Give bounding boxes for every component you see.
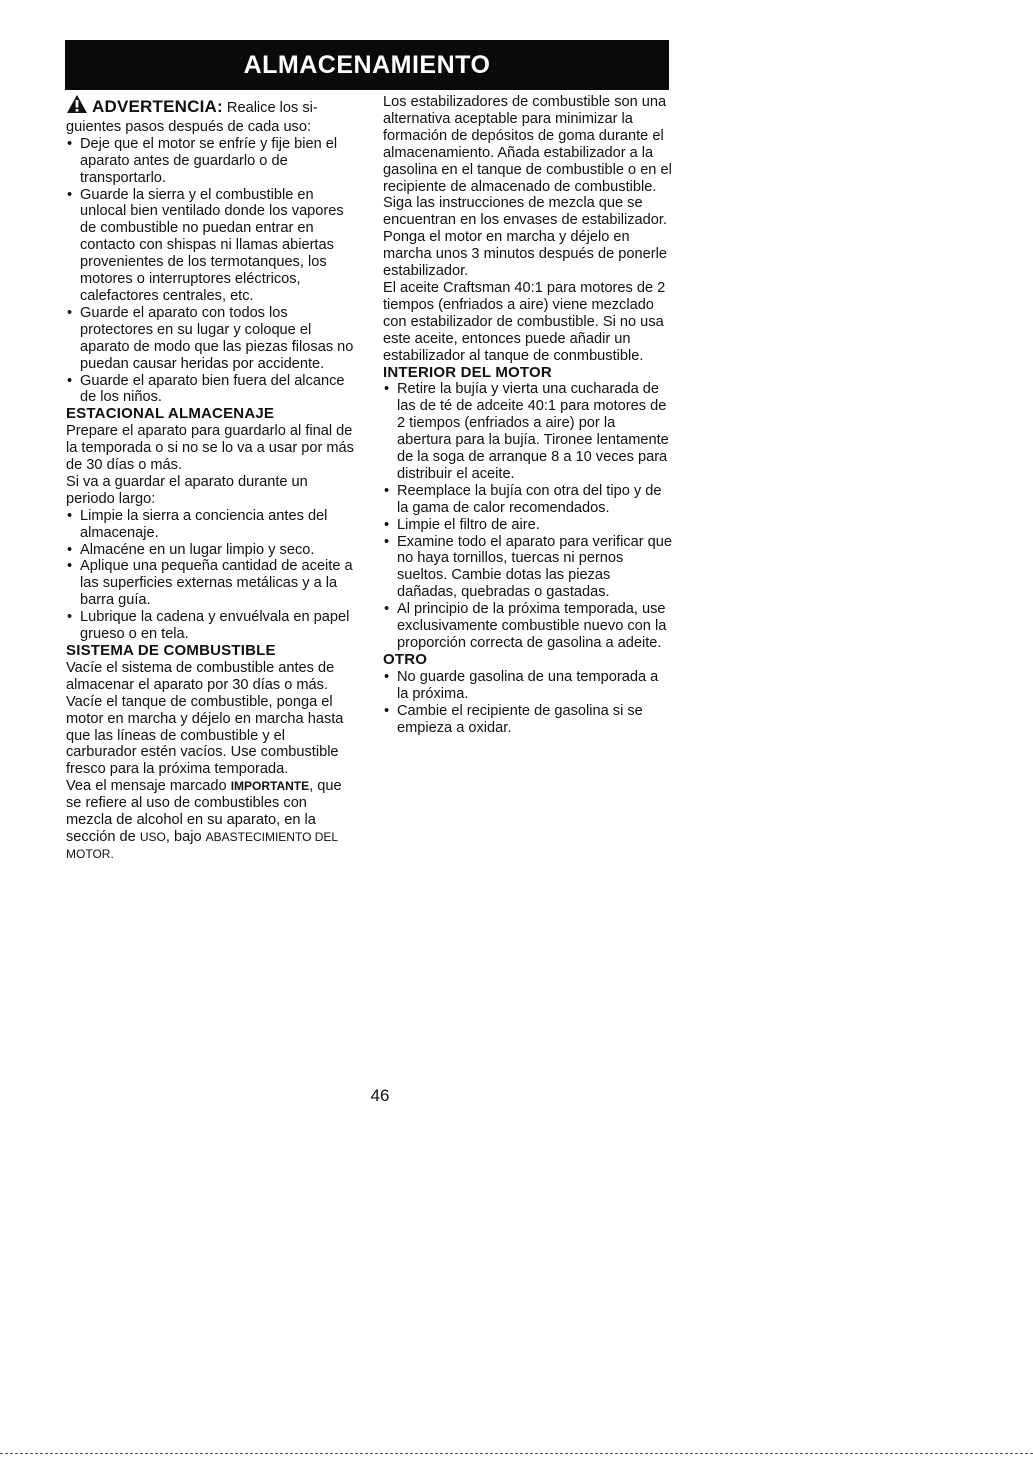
fuel-note-section: USO [139,829,166,844]
engine-list [383,381,673,652]
list-item: • No guarde gasolina de una temporada a la próxima. [383,669,673,703]
seasonal-heading: ESTACIONAL ALMACENAJE [66,405,275,423]
list-item: • Limpie el filtro de aire. [383,517,673,534]
fuel-note-text: Vea el mensaje marcado [66,778,227,795]
other-heading: OTRO [383,650,428,668]
seasonal-paragraph-2: Si va a guardar el aparato durante un periodo largo: [66,473,308,507]
bottom-divider [0,1453,1033,1454]
warning-label: ADVERTENCIA: [92,97,223,116]
list-item: • Cambie el recipiente de gasolina si se empieza a oxidar. [383,703,673,737]
fuel-note-text: , que se refiere al uso de combustibles con mezcla de alcohol en su aparato, en la sección de [66,778,342,845]
list-item: • Reemplace la bujía con otra del tipo y de la gama de calor recomendados. [383,483,673,517]
list-item: • Deje que el motor se enfríe y fije bien el aparato antes de guardarlo o de transportarlo. [66,136,356,187]
warning-intro-text: Realice los si- [226,100,318,116]
page-title: ALMACENAMIENTO [65,40,669,90]
fuel-note-important: IMPORTANTE [230,779,310,794]
warning-triangle-icon [66,94,88,119]
fuel-note-text: , bajo [165,828,202,845]
warning-list [66,136,356,407]
fuel-note-subsection: ABASTECIMIENTO DEL MOTOR. [66,829,338,861]
list-item: • Guarde el aparato con todos los protectores en su lugar y coloque el aparato de modo que las piezas filosas no puedan causar heridas por accidente. [66,305,356,373]
list-item: • Limpie la sierra a conciencia antes del almacenaje. [66,508,356,542]
list-item: • Examine todo el aparato para verificar que no haya tornillos, tuercas ni pernos sueltos. Cambie dotas las piezas dañadas, quebradas o gastadas. [383,534,673,602]
fuel-paragraph-1: Vacíe el sistema de combustible antes de almacenar el aparato por 30 días o más. Vacíe el tanque de combustible, ponga el motor en marcha y déjelo en marcha hasta que las líneas de combustible y el carburador estén vacíos. Use combustible fresco para la próxima temporada. [66,659,344,778]
list-item: • Al principio de la próxima temporada, use exclusivamente combustible nuevo con la proporción correcta de gasolina a adeite. [383,601,673,652]
left-column [66,94,356,863]
seasonal-list [66,508,356,643]
other-list [383,669,673,737]
list-item: • Guarde el aparato bien fuera del alcance de los niños. [66,373,356,407]
warning-intro-cont: guientes pasos después de cada uso: [66,118,312,135]
list-item: • Lubrique la cadena y envuélvala en papel grueso o en tela. [66,609,356,643]
stabilizer-paragraph-1: Los estabilizadores de combustible son una alternativa aceptable para minimizar la formación de depósitos de goma durante el almacenamiento. Añada estabilizador a la gasolina en el tanque de combustible o en el recipiente de almacenado de combustible. Siga las instrucciones de mezcla que se encuentran en los envases de estabilizador. Ponga el motor en marcha y déjelo en marcha unos 3 minutos después de ponerle estabilizador. [383,94,672,280]
list-item: • Retire la bujía y vierta una cucharada de las de té de adceite 40:1 para motores de 2 tiempos (enfriados a aire) por la abertura para la bujía. Tironee lentamente de la soga de arranque 8 a 10 veces para distribuir el aceite. [383,381,673,482]
engine-heading: INTERIOR DEL MOTOR [383,363,552,381]
right-column [383,94,673,736]
fuel-paragraph-2 [66,778,356,863]
list-item: • Aplique una pequeña cantidad de aceite a las superficies externas metálicas y a la barra guía. [66,558,356,609]
warning-intro [66,94,356,119]
fuel-heading: SISTEMA DE COMBUSTIBLE [66,642,276,659]
page-number: 46 [370,1086,390,1105]
list-item: • Guarde la sierra y el combustible en unlocal bien ventilado donde los vapores de combustible no puedan entrar en contacto con shispas ni llamas abiertas provenientes de los termotanques, los motores o interruptores eléctricos, calefactores centrales, etc. [66,187,356,305]
stabilizer-paragraph-2: El aceite Craftsman 40:1 para motores de 2 tiempos (enfriados a aire) viene mezclado con estabilizador de combustible. Si no usa este aceite, entonces puede añadir un estabilizador al tanque de conmbustible. [383,279,666,364]
seasonal-paragraph-1: Prepare el aparato para guardarlo al final de la temporada o si no se lo va a usar por más de 30 días o más. [66,423,354,474]
list-item: • Almacéne en un lugar limpio y seco. [66,542,356,559]
